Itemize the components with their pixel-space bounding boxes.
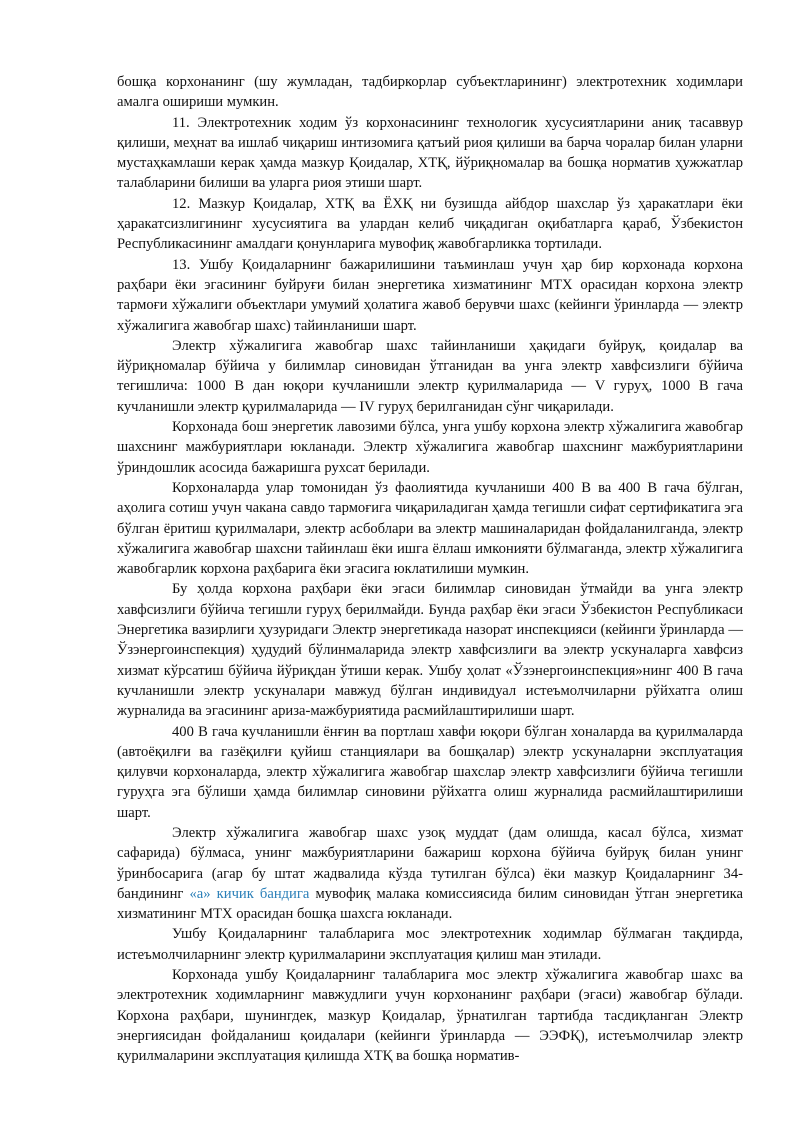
paragraph-text: Ушбу Қоидаларнинг талабларига мос электротехник ходимлар бўлмаган тақдирда, истеъмолчиларнинг электр қурилмаларини эксплуатация қилиш ман этилади. — [117, 926, 743, 963]
paragraph — [117, 478, 743, 579]
paragraph-text: Электр хўжалигига жавобгар шахс тайинланиши ҳақидаги буйруқ, қоидалар ва йўриқномалар бўйича у билимлар синовидан ўтганидан ва унга электр хавфсизлиги бўйича тегишлича: 1000 В дан юқори кучланишли электр қурилмаларида — V гуруҳ, 1000 В гача кучланишли электр қурилмаларида — IV гуруҳ берилганидан сўнг чиқарилади. — [117, 337, 743, 415]
paragraph — [117, 336, 743, 417]
paragraph-text: 400 В гача кучланишли ёнғин ва портлаш хавфи юқори бўлган хоналарда ва қурилмаларда (автоёқилғи ва газёқилғи қуйиш станциялари ва бошқалар) электр ускуналарни эксплуатация қилувчи корхоналарда, электр хўжалигига жавобгар шахслар электр хавфсизлиги бўйича тегишли гуруҳга эга бўлиши ҳамда билимлар синовини рўйхатга олиш журналида расмийлаштирилиши шарт. — [117, 723, 743, 821]
paragraph-text: мувофиқ малака комиссиясида билим синовидан ўтган энергетика хизматининг МТХ орасидан бошқа шахсга юкланади. — [117, 885, 744, 923]
paragraph — [117, 924, 743, 965]
paragraph-text: Корхонада бош энергетик лавозими бўлса, унга ушбу корхона электр хўжалигига жавобгар шахснинг мажбуриятлари юкланади. Электр хўжалигига жавобгар шахснинг мажбуриятларини ўриндошлик асосида бажаришга рухсат берилади. — [117, 419, 743, 476]
paragraph — [117, 823, 743, 924]
document-page — [117, 72, 743, 1067]
paragraph-text: 12. Мазкур Қоидалар, ХТҚ ва ЁХҚ ни бузишда айбдор шахслар ўз ҳаракатлари ёки ҳаракатсизлигининг хусусиятига ва улардан келиб чиқадиган оқибатларга қараб, Ўзбекистон Республикасининг амалдаги қонунларига мувофиқ жавобгарликка тортилади. — [117, 195, 743, 253]
paragraph — [117, 72, 743, 113]
paragraph-text: Корхонада ушбу Қоидаларнинг талабларига мос электр хўжалигига жавобгар шахс ва электротехник ходимларнинг мавжудлиги учун корхонанинг раҳбари (эгаси) жавобгар бўлади. Корхона раҳбари, шунингдек, мазкур Қоидалар, ўрнатилган тартибда тасдиқланган Электр энергиясидан фойдаланиш қоидалари (кейинги ўринларда — ЭЭФҚ), истеъмолчилар электр қурилмаларини эксплуатация қилишда ХТҚ ва бошқа норматив- — [117, 967, 743, 1065]
paragraph-text: Электр хўжалигига жавобгар шахс узоқ муддат (дам олишда, касал бўлса, хизмат сафарида) бўлмаса, унинг мажбуриятларини бажариш корхона бўйича буйруқ билан унинг ўринбосарига (агар бу штат жадвалида кўзда тутилган бўлса) ёки мазкур Қоидаларнинг 34-бандининг — [117, 824, 743, 902]
paragraph — [117, 255, 743, 336]
paragraph-text: Бу ҳолда корхона раҳбари ёки эгаси билимлар синовидан ўтмайди ва унга электр хавфсизлиги бўйича тегишли гуруҳ берилмайди. Бунда раҳбар ёки эгаси Ўзбекистон Республикаси Энергетика вазирлиги ҳузуридаги Электр энергетикада назорат инспекцияси (кейинги ўринларда — Ўзэнергоинспекция) ҳудудий бўлинмаларида электр хавфсизлиги ва электр ускуналарга хавфсиз хизмат кўрсатиш бўйича йўриқдан ўтиши керак. Ушбу ҳолат «Ўзэнергоинспекция»нинг 400 В гача кучланишли электр ускуналари мавжуд бўлган индивидуал истеъмолчиларни рўйхатга олиш журналида ва эгасининг ариза-мажбуриятида расмийлаштирилиши шарт. — [117, 581, 743, 720]
paragraph — [117, 194, 743, 255]
paragraph — [117, 722, 743, 823]
paragraph-text: 13. Ушбу Қоидаларнинг бажарилишини таъминлаш учун ҳар бир корхонада корхона раҳбари ёки эгасининг буйруғи билан энергетика хизматининг МТХ орасидан корхона электр тармоғи хўжалиги объектлари умумий ҳолатига жавоб берувчи шахс (кейинги ўринларда — электр хўжалигига жавобгар шахс) тайинланиши шарт. — [117, 256, 743, 334]
paragraph — [117, 113, 743, 194]
paragraph-text: бошқа корхонанинг (шу жумладан, тадбиркорлар субъектларининг) электротехник ходимлари амалга ошириши мумкин. — [117, 74, 743, 111]
subclause-link[interactable]: «а» кичик бандига — [189, 885, 310, 902]
paragraph — [117, 417, 743, 478]
paragraph — [117, 579, 743, 721]
paragraph — [117, 965, 743, 1066]
paragraph-text: Корхоналарда улар томонидан ўз фаолиятида кучланиши 400 В ва 400 В гача бўлган, аҳолига сотиш учун чакана савдо тармоғига чиқариладиган ҳамда тегишли сифат сертификатига эга бўлган ёритиш қурилмалари, электр асбоблари ва электр машиналаридан фойдаланилганда, электр хўжалигига жавобгар шахсни тайинлаш ёки ишга ёллаш имконияти бўлмаганда, электр хўжалигига жавобгарлик корхона раҳбарига ёки эгасига юклатилиши мумкин. — [117, 479, 743, 578]
paragraph-text: 11. Электротехник ходим ўз корхонасининг технологик хусусиятларини аниқ тасаввур қилиши, меҳнат ва ишлаб чиқариш интизомига қатъий риоя қилиши ва барча чоралар билан уларни мустаҳкамлаши керак ҳамда мазкур Қоидалар, ХТҚ, йўриқномалар ва бошқа норматив ҳужжатлар талабларини билиши ва уларга риоя этиши шарт. — [117, 114, 743, 192]
